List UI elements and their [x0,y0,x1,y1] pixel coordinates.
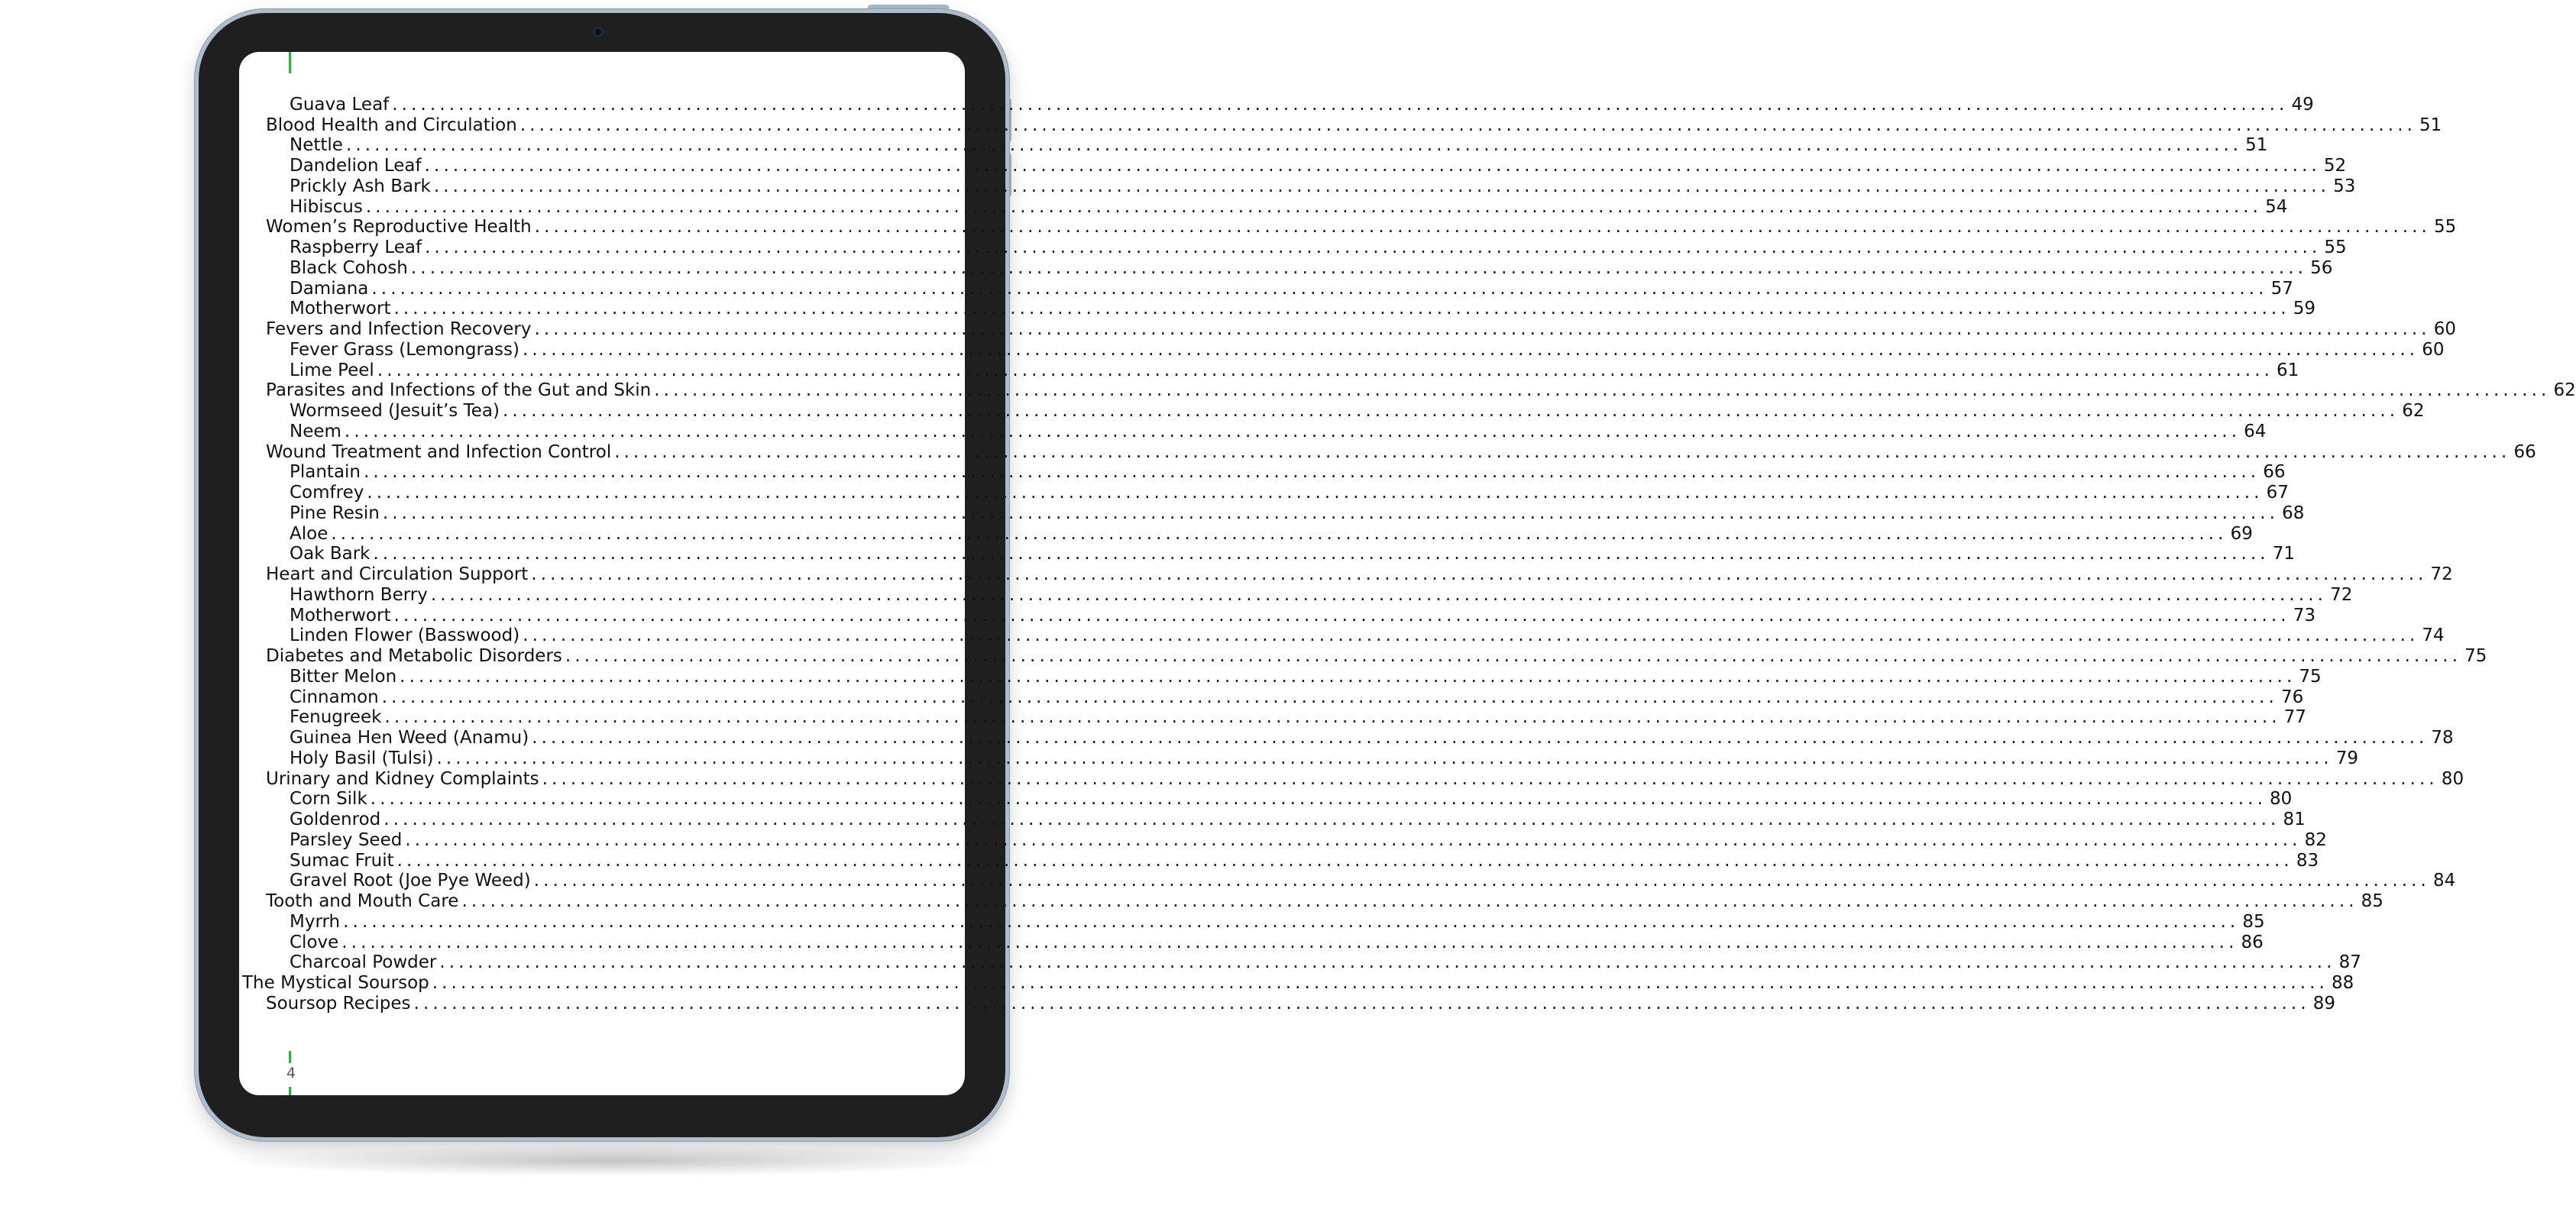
toc-entry[interactable] [239,727,2454,748]
toc-entry-title: Urinary and Kidney Complaints [266,768,539,789]
toc-dot-leader: ........................................................................................................................................................................................................ [371,278,2268,299]
camera-icon [593,27,604,37]
toc-entry[interactable] [239,768,2464,789]
toc-entry-title: Heart and Circulation Support [266,564,529,584]
toc-dot-leader: ........................................................................................................................................................................................................ [534,217,2431,238]
toc-entry[interactable] [239,278,2293,299]
toc-entry[interactable] [239,645,2487,666]
toc-entry-page-number: 60 [2422,339,2445,360]
toc-entry-title: Cinnamon [290,687,379,707]
toc-entry-title: Fenugreek [290,707,382,728]
toc-entry[interactable] [239,482,2289,503]
toc-entry-page-number: 85 [2361,891,2383,911]
toc-entry-title: Hawthorn Berry [290,584,428,605]
toc-entry-page-number: 85 [2242,911,2265,932]
toc-dot-leader: ........................................................................................................................................................................................................ [522,339,2419,360]
toc-entry[interactable] [239,993,2336,1013]
toc-entry-title: Parasites and Infections of the Gut and Skin [266,380,652,401]
toc-dot-leader: ........................................................................................................................................................................................................ [424,156,2321,176]
toc-entry[interactable] [239,115,2442,135]
toc-entry-title: Dandelion Leaf [290,156,422,176]
toc-dot-leader: ........................................................................................................................................................................................................ [534,319,2431,339]
toc-entry-page-number: 59 [2293,299,2315,319]
toc-entry-title: Parsley Seed [290,829,403,850]
toc-entry-title: Fevers and Infection Recovery [266,319,532,339]
toc-entry-title: Guava Leaf [290,94,390,115]
toc-entry[interactable] [239,544,2295,564]
toc-entry[interactable] [239,932,2264,952]
toc-dot-leader: ........................................................................................................................................................................................................ [533,871,2430,891]
toc-dot-leader: ........................................................................................................................................................................................................ [565,646,2462,666]
toc-entry-page-number: 54 [2265,196,2288,217]
toc-entry-title: Neem [290,421,341,441]
toc-entry-title: Sumac Fruit [290,850,394,871]
toc-dot-leader: ........................................................................................................................................................................................................ [392,94,2289,115]
toc-entry-page-number: 79 [2335,748,2358,768]
toc-dot-leader: ........................................................................................................................................................................................................ [532,728,2429,748]
toc-entry-title: Plantain [290,462,361,483]
toc-entry[interactable] [239,339,2445,360]
toc-entry[interactable] [239,789,2293,810]
toc-entry[interactable] [239,605,2315,626]
toc-entry[interactable] [239,829,2327,850]
toc-entry[interactable] [239,217,2457,238]
toc-dot-leader: ........................................................................................................................................................................................................ [331,523,2228,544]
toc-dot-leader: ........................................................................................................................................................................................................ [654,380,2551,401]
toc-entry[interactable] [239,237,2347,257]
toc-dot-leader: ........................................................................................................................................................................................................ [502,401,2400,421]
toc-entry-title: Bitter Melon [290,666,397,687]
toc-entry[interactable] [239,523,2253,544]
device-shadow [229,1146,993,1176]
toc-dot-leader: ........................................................................................................................................................................................................ [373,544,2270,564]
toc-dot-leader: ........................................................................................................................................................................................................ [432,973,2328,993]
toc-entry[interactable] [239,196,2288,217]
toc-entry-title: Clove [290,932,339,952]
toc-dot-leader: ........................................................................................................................................................................................................ [531,564,2428,584]
toc-entry[interactable] [239,584,2353,605]
toc-entry[interactable] [239,135,2268,156]
toc-entry-title: Diabetes and Metabolic Disorders [266,646,562,666]
toc-entry[interactable] [239,462,2286,483]
toc-entry[interactable] [239,707,2306,728]
toc-dot-leader: ........................................................................................................................................................................................................ [614,441,2511,462]
toc-dot-leader: ........................................................................................................................................................................................................ [345,135,2243,156]
toc-dot-leader: ........................................................................................................................................................................................................ [382,503,2280,523]
toc-entry-page-number: 81 [2283,810,2306,829]
toc-entry[interactable] [239,626,2445,646]
ebook-page[interactable] [239,52,2576,1095]
toc-dot-leader: ........................................................................................................................................................................................................ [433,176,2331,196]
toc-entry-title: Black Cohosh [290,257,408,278]
page-bottom-accent-mark-lower [289,1087,291,1095]
toc-dot-leader: ........................................................................................................................................................................................................ [523,626,2419,646]
toc-entry-title: Prickly Ash Bark [290,176,431,196]
page-bottom-accent-mark [289,1051,291,1063]
toc-dot-leader: ........................................................................................................................................................................................................ [425,238,2322,257]
toc-entry[interactable] [239,421,2267,441]
page-number: 4 [286,1065,296,1081]
toc-entry-page-number: 51 [2419,115,2442,135]
toc-dot-leader: ........................................................................................................................................................................................................ [400,666,2296,687]
toc-entry-page-number: 57 [2270,278,2293,299]
toc-dot-leader: ........................................................................................................................................................................................................ [519,115,2417,135]
toc-entry-page-number: 86 [2241,932,2264,952]
toc-entry-page-number: 49 [2291,94,2314,115]
toc-entry-title: Damiana [290,278,369,299]
toc-entry-title: Wormseed (Jesuit’s Tea) [290,401,500,421]
toc-entry[interactable] [239,441,2536,462]
toc-dot-leader: ........................................................................................................................................................................................................ [381,687,2278,707]
toc-dot-leader: ........................................................................................................................................................................................................ [365,196,2263,217]
toc-entry-title: Motherwort [290,299,391,319]
toc-entry-title: Holy Basil (Tulsi) [290,748,434,768]
toc-entry-page-number: 69 [2230,523,2253,544]
toc-entry-page-number: 89 [2312,993,2336,1013]
toc-entry[interactable] [239,503,2305,523]
toc-entry[interactable] [239,155,2347,176]
toc-entry-page-number: 71 [2272,544,2295,564]
toc-dot-leader: ........................................................................................................................................................................................................ [430,584,2328,605]
toc-entry[interactable] [239,871,2456,891]
toc-entry-title: Motherwort [290,605,391,626]
toc-entry-page-number: 80 [2441,768,2464,789]
toc-dot-leader: ........................................................................................................................................................................................................ [344,421,2241,441]
toc-dot-leader: ........................................................................................................................................................................................................ [393,605,2290,626]
toc-dot-leader: ........................................................................................................................................................................................................ [410,257,2308,278]
toc-entry-page-number: 66 [2513,441,2536,462]
toc-entry-page-number: 84 [2432,871,2456,891]
toc-entry[interactable] [239,299,2315,319]
toc-entry[interactable] [239,257,2333,278]
toc-entry-title: Lime Peel [290,360,374,380]
toc-entry[interactable] [239,891,2383,911]
toc-entry-page-number: 80 [2270,789,2293,810]
toc-entry-page-number: 56 [2310,257,2333,278]
toc-entry-page-number: 75 [2464,646,2487,666]
toc-dot-leader: ........................................................................................................................................................................................................ [461,891,2358,911]
toc-entry[interactable] [239,972,2354,993]
toc-entry-page-number: 76 [2280,687,2304,707]
toc-dot-leader: ........................................................................................................................................................................................................ [396,850,2293,871]
toc-entry-title: Tooth and Mouth Care [266,891,459,911]
toc-entry-title: Aloe [290,523,328,544]
toc-entry-page-number: 87 [2338,952,2361,973]
toc-entry-page-number: 66 [2263,462,2286,483]
toc-dot-leader: ........................................................................................................................................................................................................ [413,993,2310,1013]
toc-entry[interactable] [239,94,2314,115]
toc-dot-leader: ........................................................................................................................................................................................................ [377,360,2274,380]
toc-dot-leader: ........................................................................................................................................................................................................ [343,911,2240,932]
toc-entry-page-number: 72 [2430,564,2453,584]
toc-entry-page-number: 62 [2553,380,2576,401]
toc-entry-title: Comfrey [290,483,364,503]
toc-entry-title: Myrrh [290,911,341,932]
toc-entry-title: Gravel Root (Joe Pye Weed) [290,871,531,891]
toc-entry[interactable] [239,380,2576,401]
toc-entry[interactable] [239,400,2425,421]
toc-dot-leader: ........................................................................................................................................................................................................ [364,462,2260,483]
toc-entry-page-number: 55 [2433,217,2457,238]
toc-entry[interactable] [239,176,2356,196]
toc-entry-page-number: 75 [2299,666,2322,687]
toc-entry-title: Pine Resin [290,503,380,523]
toc-entry[interactable] [239,318,2456,339]
toc-dot-leader: ........................................................................................................................................................................................................ [405,829,2302,850]
toc-dot-leader: ........................................................................................................................................................................................................ [341,932,2238,952]
toc-dot-leader: ........................................................................................................................................................................................................ [436,748,2333,768]
toc-dot-leader: ........................................................................................................................................................................................................ [542,768,2438,789]
toc-entry-page-number: 68 [2282,503,2305,523]
toc-entry[interactable] [239,850,2319,871]
toc-entry-page-number: 53 [2333,176,2356,196]
toc-entry[interactable] [239,687,2304,707]
toc-entry-page-number: 73 [2293,605,2315,626]
toc-entry-title: Women’s Reproductive Health [266,217,532,238]
toc-entry[interactable] [239,748,2358,768]
toc-entry-page-number: 61 [2277,360,2299,380]
toc-entry-page-number: 78 [2431,728,2454,748]
toc-entry-page-number: 74 [2422,626,2445,646]
toc-entry-page-number: 51 [2245,135,2268,156]
toc-dot-leader: ........................................................................................................................................................................................................ [370,789,2267,810]
toc-entry-page-number: 60 [2433,319,2456,339]
toc-entry[interactable] [239,911,2265,932]
toc-dot-leader: ........................................................................................................................................................................................................ [384,707,2281,728]
toc-entry-page-number: 82 [2304,829,2327,850]
toc-dot-leader: ........................................................................................................................................................................................................ [383,810,2280,829]
toc-entry-title: The Mystical Soursop [242,973,429,993]
toc-entry-page-number: 77 [2283,707,2306,728]
table-of-contents [239,94,2576,1013]
toc-entry-page-number: 67 [2266,483,2289,503]
toc-entry-title: Nettle [290,135,343,156]
toc-entry-title: Oak Bark [290,544,371,564]
toc-entry-title: Guinea Hen Weed (Anamu) [290,728,529,748]
toc-entry-page-number: 55 [2324,238,2347,257]
toc-dot-leader: ........................................................................................................................................................................................................ [439,952,2336,973]
toc-dot-leader: ........................................................................................................................................................................................................ [367,483,2264,503]
toc-entry[interactable] [239,809,2306,829]
toc-entry-title: Linden Flower (Basswood) [290,626,520,646]
toc-entry-title: Hibiscus [290,196,363,217]
toc-entry-page-number: 88 [2331,973,2354,993]
toc-entry-title: Raspberry Leaf [290,238,422,257]
toc-entry-title: Wound Treatment and Infection Control [266,441,612,462]
toc-entry-page-number: 72 [2330,584,2353,605]
toc-entry[interactable] [239,564,2453,584]
toc-entry-title: Blood Health and Circulation [266,115,517,135]
toc-entry-page-number: 83 [2296,850,2319,871]
toc-entry[interactable] [239,666,2322,687]
toc-dot-leader: ........................................................................................................................................................................................................ [393,299,2290,319]
toc-entry-page-number: 62 [2402,401,2425,421]
toc-entry-title: Charcoal Powder [290,952,437,973]
toc-entry-title: Goldenrod [290,810,381,829]
page-top-accent-mark [289,52,291,73]
toc-entry[interactable] [239,360,2299,380]
toc-entry-title: Soursop Recipes [266,993,411,1013]
toc-entry-page-number: 64 [2244,421,2267,441]
toc-entry-title: Corn Silk [290,789,367,810]
toc-entry-page-number: 52 [2323,156,2347,176]
toc-entry-title: Fever Grass (Lemongrass) [290,339,519,360]
toc-entry[interactable] [239,952,2361,973]
